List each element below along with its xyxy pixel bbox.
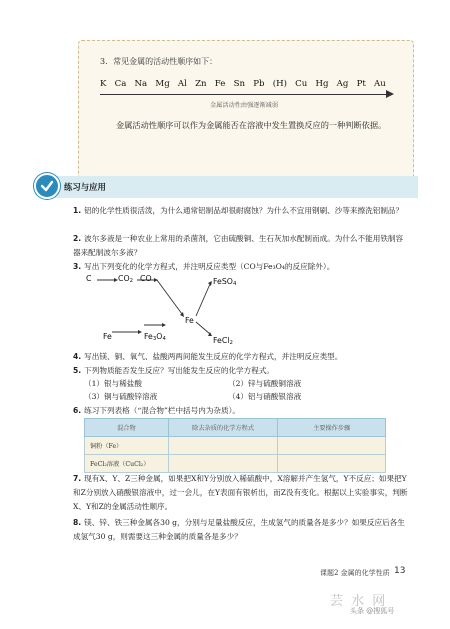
question-text: 铝的化学性质很活泼，为什么通常铝制品却很耐腐蚀？为什么不宜用钢刷、沙等来擦洗铝制品？ <box>84 206 404 215</box>
exercise-title: 练习与应用 <box>64 182 106 192</box>
table-cell: 铜粉（Fe） <box>85 437 169 455</box>
question-5 <box>73 364 409 378</box>
series-arrow-caption: 金属活动性由强逐渐减弱 <box>209 102 279 109</box>
chem-fe3o4: Fe3O4 <box>144 332 166 342</box>
series-metal: Ca <box>114 79 127 89</box>
question-number: 2. <box>73 234 82 243</box>
chem-c: C <box>86 274 92 283</box>
table-header-row <box>85 419 386 437</box>
question-text: 写出镁、铜、氧气、盐酸两两间能发生反应的化学方程式，并注明反应类型。 <box>84 352 343 361</box>
series-metal: Na <box>134 79 148 89</box>
chem-fecl2: FeCl2 <box>213 336 233 346</box>
question-text: 镁、锌、铁三种金属各30 g，分别与足量盐酸反应，生成氢气的质量各是多少？如果反应后各生成氢气30 g，则需要这三种金属的质量各是多少？ <box>73 518 405 541</box>
series-metal: Zn <box>195 79 207 89</box>
chem-feso4: FeSO4 <box>213 277 237 287</box>
question-8 <box>73 516 409 544</box>
question-text: 波尔多液是一种农业上常用的杀菌剂，它由硫酸铜、生石灰加水配制而成。为什么不能用铁制容器来配制波尔多液？ <box>73 234 404 257</box>
series-metal: Au <box>374 79 386 89</box>
q5-option-1: （1）银与稀盐酸 <box>84 379 142 388</box>
chem-fe-left: Fe <box>103 332 112 341</box>
page-number: 13 <box>394 566 406 576</box>
question-number: 4. <box>73 352 82 361</box>
table-cell: FeCl₂溶液（CuCl₂） <box>85 455 169 473</box>
question-text: 下列物质能否发生反应？写出能发生反应的化学方程式。 <box>84 366 275 375</box>
table-row <box>85 455 386 473</box>
table-header: 除去杂质的化学方程式 <box>168 419 278 437</box>
chem-co2: CO2 <box>118 274 134 284</box>
question-text: 练习下列表格（“混合物”栏中括号内为杂质）。 <box>84 406 241 415</box>
table-header: 混合物 <box>85 419 169 437</box>
table-row <box>85 437 386 455</box>
question-7 <box>73 472 409 514</box>
question-4 <box>73 350 409 364</box>
series-metal: Pb <box>253 79 265 89</box>
series-metal: Al <box>177 79 187 89</box>
footer-chapter: 课题2 金属的化学性质 <box>320 569 390 577</box>
series-metal: Pt <box>356 79 366 89</box>
series-arrow-line <box>100 94 388 95</box>
series-metal: (H) <box>272 79 287 89</box>
series-arrow-head <box>386 90 394 98</box>
watermark-sub: 头条 @搜狐号 <box>350 607 395 615</box>
question-2 <box>73 232 409 260</box>
series-metal: Mg <box>155 79 170 89</box>
chem-co: CO <box>140 274 152 283</box>
series-metal: Ag <box>336 79 349 89</box>
question-number: 6. <box>73 406 82 415</box>
check-icon <box>34 173 60 199</box>
q5-option-2: （2）锌与硫酸铜溶液 <box>228 379 302 388</box>
activity-series <box>100 79 386 89</box>
impurity-table <box>84 418 386 473</box>
section-3-heading: 3．常见金属的活动性顺序如下： <box>100 57 218 66</box>
watermark: 芸 水 网 <box>330 594 388 609</box>
series-metal: Hg <box>315 79 329 89</box>
question-number: 7. <box>73 474 82 483</box>
question-text: 现有X、Y、Z三种金属，如果把X和Y分别放入稀硫酸中，X溶解并产生氢气，Y不反应；如果把Y和Z分别放入硝酸银溶液中，过一会儿，在Y表面有银析出，而Z没有变化。根据以上实验事实，判断X、Y和Z的金属活动性顺序。 <box>73 474 408 511</box>
question-number: 5. <box>73 366 82 375</box>
activity-paragraph: 金属活动性顺序可以作为金属能否在溶液中发生置换反应的一种判断依据。 <box>116 120 387 130</box>
series-metal: Cu <box>295 79 308 89</box>
question-1 <box>73 204 409 218</box>
table-cell <box>278 437 386 455</box>
question-number: 1. <box>73 206 82 215</box>
q5-option-4: （4）铝与硝酸银溶液 <box>228 392 302 401</box>
question-number: 3. <box>73 262 82 271</box>
reaction-arrows <box>84 270 284 342</box>
question-text: 写出下列变化的化学方程式，并注明反应类型（CO与Fe₃O₄的反应除外）。 <box>84 262 335 271</box>
q5-option-3: （3）铜与硫酸锌溶液 <box>84 392 158 401</box>
table-cell <box>168 437 278 455</box>
table-cell <box>278 455 386 473</box>
table-header: 主要操作步骤 <box>278 419 386 437</box>
chem-fe-center: Fe <box>185 316 194 325</box>
question-6 <box>73 404 409 418</box>
question-number: 8. <box>73 518 82 527</box>
series-metal: Sn <box>233 79 246 89</box>
table-cell <box>168 455 278 473</box>
series-metal: K <box>100 79 107 89</box>
series-metal: Fe <box>214 79 226 89</box>
